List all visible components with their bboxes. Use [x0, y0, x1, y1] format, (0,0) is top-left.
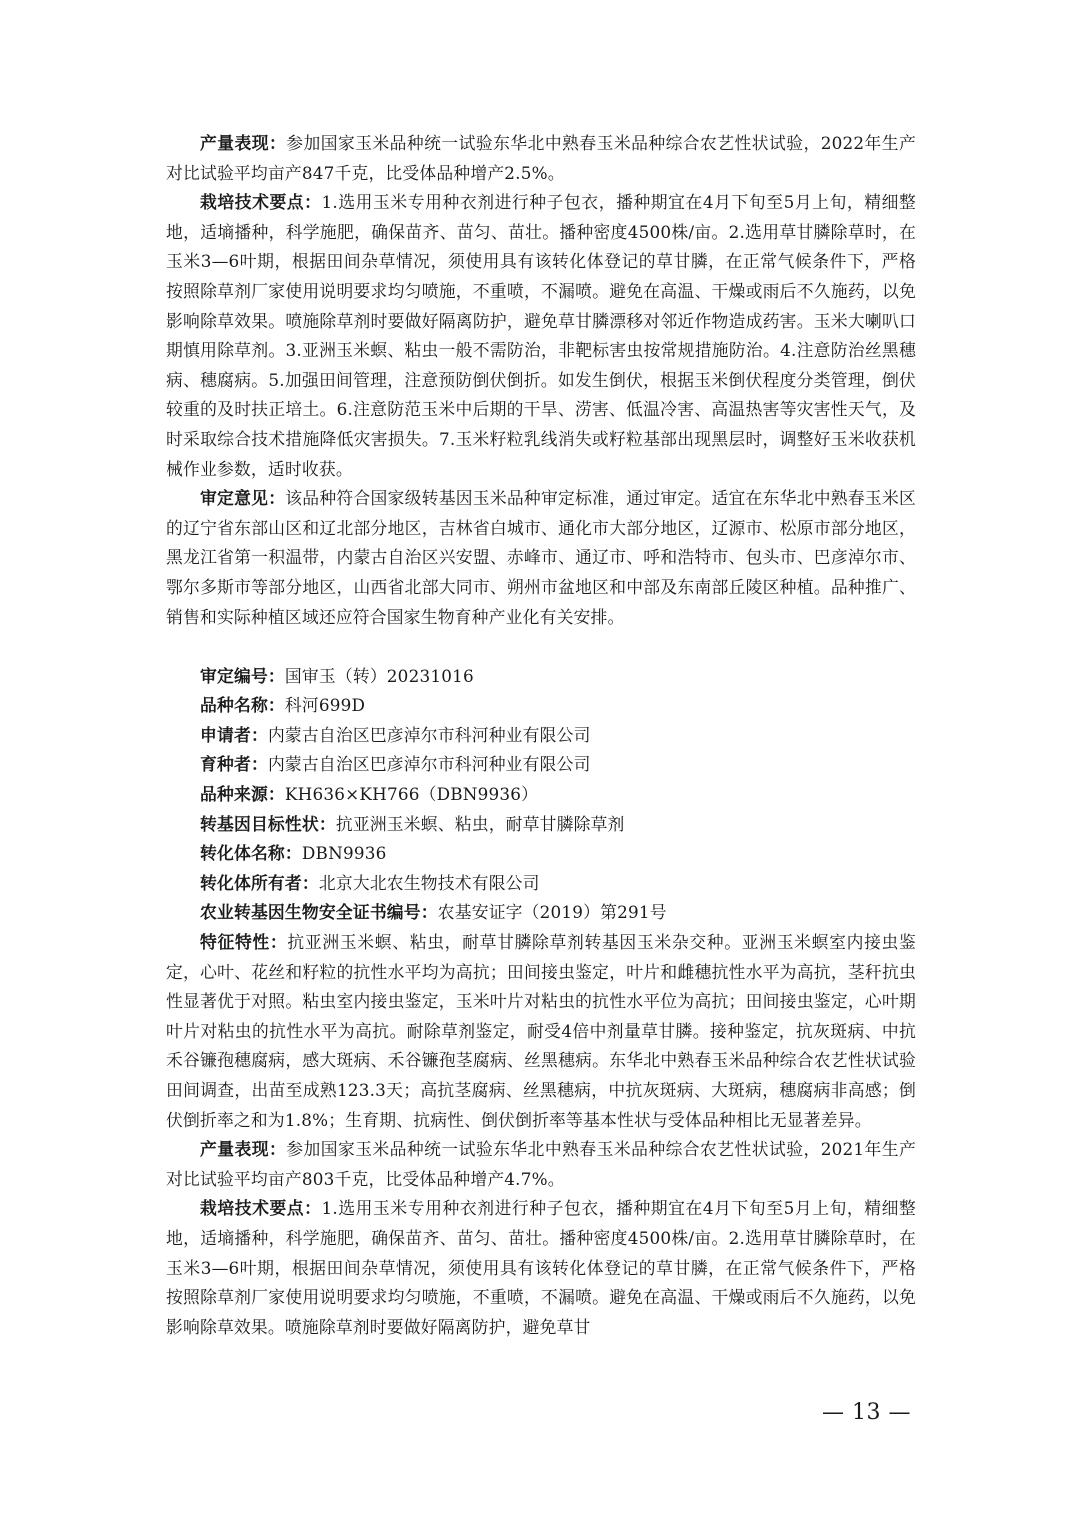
cultivation-label: 栽培技术要点： — [200, 192, 322, 213]
field-label: 育种者： — [200, 754, 268, 775]
yield-paragraph-2 — [166, 1135, 916, 1194]
yield-label-2: 产量表现： — [200, 1139, 287, 1160]
cultivation-text-2: 1.选用玉米专用种衣剂进行种子包衣，播种期宜在4月下旬至5月上旬，精细整地，适墒播种，科学施肥，确保苗齐、苗匀、苗壮。播种密度4500株/亩。2.选用草甘膦除草时，在玉米3—6叶期，根据田间杂草情况，须使用具有该转化体登记的草甘膦，在正常气候条件下，严格按照除草剂厂家使用说明要求均匀喷施，不重喷，不漏喷。避免在高温、干燥或雨后不久施药，以免影响除草效果。喷施除草剂时要做好隔离防护，避免草甘 — [166, 1198, 916, 1337]
field-value: 抗亚洲玉米螟、粘虫，耐草甘膦除草剂 — [335, 813, 625, 834]
field-value: DBN9936 — [301, 843, 387, 864]
field-value: 内蒙古自治区巴彦淖尔市科河种业有限公司 — [267, 754, 591, 775]
yield-paragraph — [166, 129, 916, 188]
field-value: 国审玉（转）20231016 — [284, 665, 474, 686]
field-label: 品种名称： — [200, 695, 285, 716]
field-value: 农基安证字（2019）第291号 — [437, 902, 667, 923]
field-label: 农业转基因生物安全证书编号： — [200, 902, 438, 923]
field-value: 北京大北农生物技术有限公司 — [318, 872, 540, 893]
approval-text: 该品种符合国家级转基因玉米品种审定标准，通过审定。适宜在东华北中熟春玉米区的辽宁省东部山区和辽北部分地区，吉林省白城市、通化市大部分地区，辽源市、松原市部分地区，黑龙江省第一积温带，内蒙古自治区兴安盟、赤峰市、通辽市、呼和浩特市、包头市、巴彦淖尔市、鄂尔多斯市等部分地区，山西省北部大同市、朔州市盆地区和中部及东南部丘陵区种植。品种推广、销售和实际种植区域还应符合国家生物育种产业化有关安排。 — [166, 488, 916, 627]
field-event-name — [166, 839, 916, 869]
field-label: 审定编号： — [200, 665, 285, 686]
field-applicant — [166, 721, 916, 751]
field-value: KH636×KH766（DBN9936） — [284, 784, 539, 805]
cultivation-paragraph — [166, 188, 916, 484]
traits-label: 特征特性： — [200, 932, 288, 953]
approval-label: 审定意见： — [200, 488, 286, 509]
cultivation-paragraph-2 — [166, 1194, 916, 1342]
field-label: 申请者： — [200, 724, 268, 745]
field-approval-number — [166, 662, 916, 692]
traits-text: 抗亚洲玉米螟、粘虫，耐草甘膦除草剂转基因玉米杂交种。亚洲玉米螟室内接虫鉴定，心叶、花丝和籽粒的抗性水平均为高抗；田间接虫鉴定，叶片和雌穗抗性水平为高抗，茎秆抗虫性显著优于对照。粘虫室内接虫鉴定，玉米叶片对粘虫的抗性水平位为高抗；田间接虫鉴定，心叶期叶片对粘虫的抗性水平为高抗。耐除草剂鉴定，耐受4倍中剂量草甘膦。接种鉴定，抗灰斑病、中抗禾谷镰孢穗腐病，感大斑病、禾谷镰孢茎腐病、丝黑穗病。东华北中熟春玉米品种综合农艺性状试验田间调查，出苗至成熟123.3天；高抗茎腐病、丝黑穗病，中抗灰斑病、大斑病，穗腐病非高感；倒伏倒折率之和为1.8%；生育期、抗病性、倒伏倒折率等基本性状与受体品种相比无显著差异。 — [166, 932, 916, 1130]
field-breeder — [166, 750, 916, 780]
field-label: 转化体所有者： — [200, 872, 319, 893]
approval-paragraph — [166, 484, 916, 632]
cultivation-text: 1.选用玉米专用种衣剂进行种子包衣，播种期宜在4月下旬至5月上旬，精细整地，适墒播种，科学施肥，确保苗齐、苗匀、苗壮。播种密度4500株/亩。2.选用草甘膦除草时，在玉米3—6叶期，根据田间杂草情况，须使用具有该转化体登记的草甘膦，在正常气候条件下，严格按照除草剂厂家使用说明要求均匀喷施，不重喷，不漏喷。避免在高温、干燥或雨后不久施药，以免影响除草效果。喷施除草剂时要做好隔离防护，避免草甘膦漂移对邻近作物造成药害。玉米大喇叭口期慎用除草剂。3.亚洲玉米螟、粘虫一般不需防治，非靶标害虫按常规措施防治。4.注意防治丝黑穗病、穗腐病。5.加强田间管理，注意预防倒伏倒折。如发生倒伏，根据玉米倒伏程度分类管理，倒伏较重的及时扶正培土。6.注意防范玉米中后期的干旱、涝害、低温冷害、高温热害等灾害性天气，及时采取综合技术措施降低灾害损失。7.玉米籽粒乳线消失或籽粒基部出现黑层时，调整好玉米收获机械作业参数，适时收获。 — [166, 192, 916, 479]
field-safety-certificate — [166, 898, 916, 928]
yield-text: 参加国家玉米品种统一试验东华北中熟春玉米品种综合农艺性状试验，2022年生产对比试验平均亩产847千克，比受体品种增产2.5%。 — [166, 133, 916, 183]
yield-text-2: 参加国家玉米品种统一试验东华北中熟春玉米品种综合农艺性状试验，2021年生产对比试验平均亩产803千克，比受体品种增产4.7%。 — [166, 1139, 916, 1189]
field-label: 转化体名称： — [200, 843, 302, 864]
field-label: 品种来源： — [200, 784, 285, 805]
document-body — [166, 129, 916, 1342]
section-gap — [166, 632, 916, 662]
field-target-traits — [166, 810, 916, 840]
field-value: 科河699D — [284, 695, 366, 716]
field-value: 内蒙古自治区巴彦淖尔市科河种业有限公司 — [267, 724, 591, 745]
traits-paragraph — [166, 928, 916, 1135]
cultivation-label-2: 栽培技术要点： — [200, 1198, 322, 1219]
field-variety-name — [166, 691, 916, 721]
field-variety-source — [166, 780, 916, 810]
page-number: — 13 — — [822, 1400, 911, 1425]
yield-label: 产量表现： — [200, 133, 287, 153]
field-event-owner — [166, 869, 916, 899]
field-label: 转基因目标性状： — [200, 813, 336, 834]
